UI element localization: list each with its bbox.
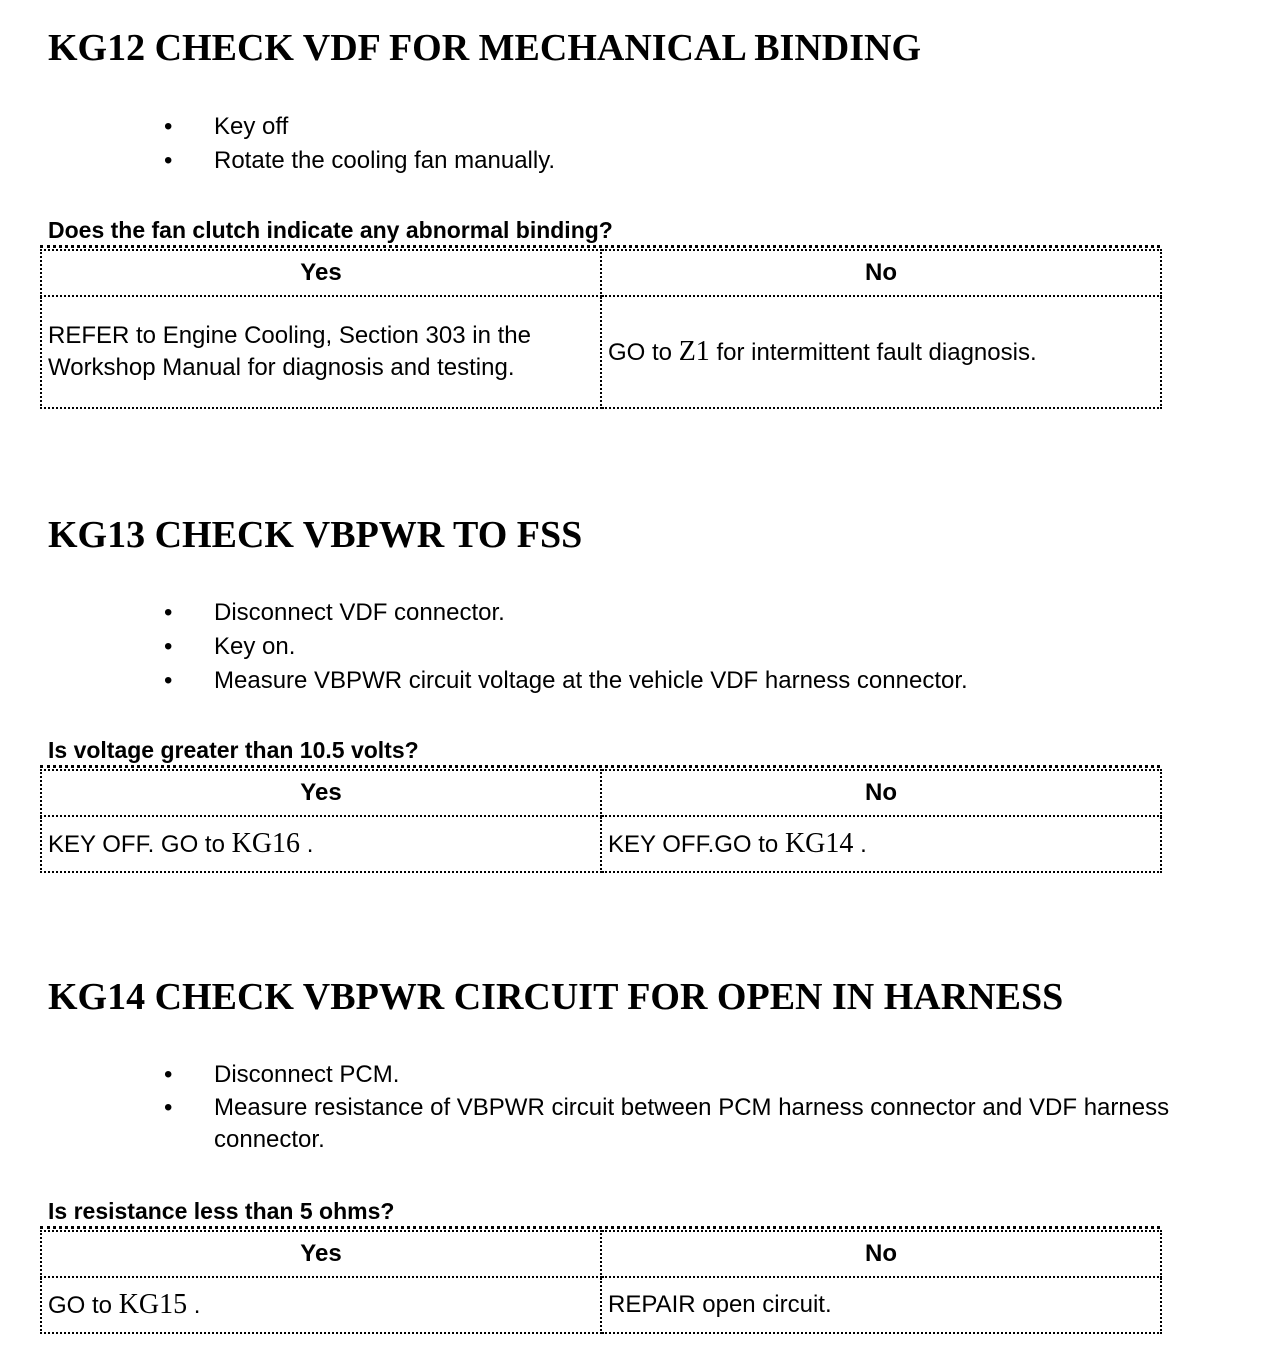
step-list xyxy=(0,1058,1264,1156)
step-item: • Rotate the cooling fan manually. xyxy=(0,144,1264,178)
section-heading: KG14 CHECK VBPWR CIRCUIT FOR OPEN IN HARNESS xyxy=(48,976,1064,1018)
yes-cell xyxy=(41,816,601,872)
question-text: Is resistance less than 5 ohms? xyxy=(48,1198,395,1224)
step-item: • Key on. xyxy=(0,630,1264,664)
no-header: No xyxy=(601,770,1161,816)
question-text: Does the fan clutch indicate any abnormal binding? xyxy=(48,217,613,243)
yes-header: Yes xyxy=(41,250,601,296)
step-list xyxy=(0,596,1264,698)
question-text: Is voltage greater than 10.5 volts? xyxy=(48,737,419,763)
step-list xyxy=(0,110,1264,178)
table-row xyxy=(41,1277,1161,1333)
yes-no-table xyxy=(40,769,1162,873)
question-divider xyxy=(40,245,1160,248)
step-item: • Disconnect VDF connector. xyxy=(0,596,1264,630)
no-header: No xyxy=(601,250,1161,296)
no-header: No xyxy=(601,1231,1161,1277)
step-link-kg15[interactable]: KG15 xyxy=(118,1288,188,1320)
no-cell: REPAIR open circuit. xyxy=(601,1277,1161,1333)
yes-cell-text: KEY OFF. GO to xyxy=(48,830,232,858)
yes-no-table xyxy=(40,1230,1162,1334)
question-divider xyxy=(40,765,1160,768)
no-cell-text: GO to xyxy=(608,338,679,366)
table-header-row xyxy=(41,1231,1161,1277)
step-link-kg16[interactable]: KG16 xyxy=(231,827,301,859)
table-row xyxy=(41,816,1161,872)
no-cell-text: . xyxy=(853,830,867,858)
yes-cell-text: . xyxy=(187,1291,201,1319)
step-item: • Measure resistance of VBPWR circuit between PCM harness connector and VDF harness connector. xyxy=(0,1092,1264,1156)
section-heading: KG12 CHECK VDF FOR MECHANICAL BINDING xyxy=(48,27,921,69)
step-link-kg14[interactable]: KG14 xyxy=(784,827,854,859)
yes-cell-text: GO to xyxy=(48,1291,119,1319)
table-row xyxy=(41,296,1161,408)
no-cell xyxy=(601,296,1161,408)
table-header-row xyxy=(41,250,1161,296)
yes-cell: REFER to Engine Cooling, Section 303 in the Workshop Manual for diagnosis and testing. xyxy=(41,296,601,408)
section-heading: KG13 CHECK VBPWR TO FSS xyxy=(48,514,583,556)
step-item: • Disconnect PCM. xyxy=(0,1058,1264,1092)
table-header-row xyxy=(41,770,1161,816)
yes-cell xyxy=(41,1277,601,1333)
no-cell-text: KEY OFF.GO to xyxy=(608,830,785,858)
yes-header: Yes xyxy=(41,770,601,816)
yes-no-table xyxy=(40,249,1162,409)
no-cell xyxy=(601,816,1161,872)
yes-cell-text: . xyxy=(300,830,314,858)
step-link-z1[interactable]: Z1 xyxy=(678,335,710,367)
no-cell-text: for intermittent fault diagnosis. xyxy=(709,338,1037,366)
yes-header: Yes xyxy=(41,1231,601,1277)
step-item: • Measure VBPWR circuit voltage at the vehicle VDF harness connector. xyxy=(0,664,1264,698)
question-divider xyxy=(40,1226,1160,1229)
step-item: • Key off xyxy=(0,110,1264,144)
